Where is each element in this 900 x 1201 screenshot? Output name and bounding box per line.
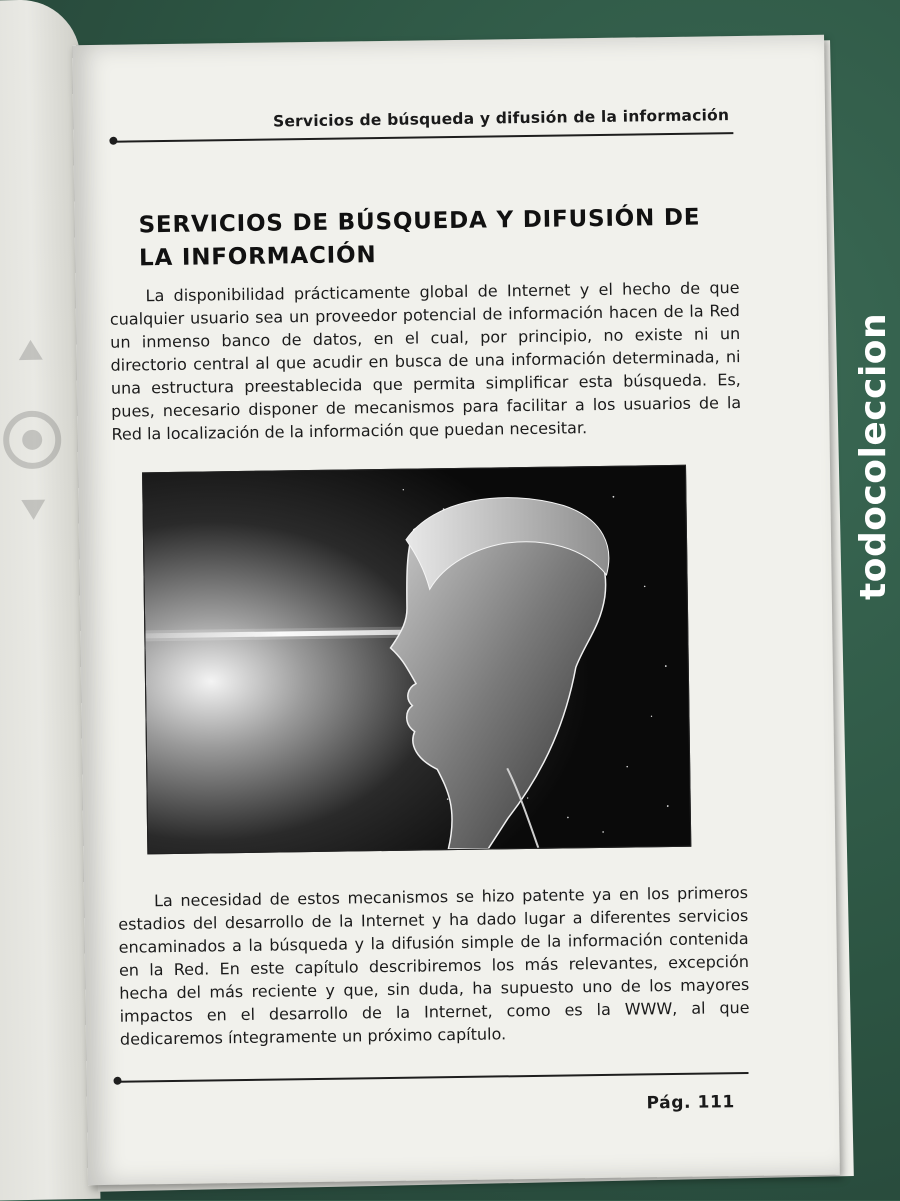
body-paragraph: La disponibilidad prácticamente global de Internet y el hecho de que cualquier usuario sea un proveedor potencial de información hacen de la Red un inmenso banco de datos, en el cual, por principio, no existe ni un directorio central al que acudir en busca de una información determinada, ni una estructura preestablecida que permita simplificar esta búsqueda. Es, pues, necesario disponer de mecanismos para facilitar a los usuarios de la Red la localización de la información que puedan necesitar.	[109, 278, 742, 444]
head-profile-illustration	[143, 466, 690, 854]
page-number: Pág. 111	[646, 1092, 736, 1114]
header-rule	[113, 132, 733, 143]
footer-rule	[119, 1072, 749, 1083]
site-watermark	[852, 300, 900, 600]
illustration-head-profile	[142, 465, 691, 855]
watermark-text: todocoleccion	[853, 312, 894, 600]
running-head: Servicios de búsqueda y difusión de la información	[272, 106, 730, 131]
body-paragraph: La necesidad de estos mecanismos se hizo patente ya en los primeros estadios del desarrollo de la Internet y ha dado lugar a diferentes servicios encaminados a la búsqueda y la difusión simple de la información contenida en la Red. En este capítulo describiremos los más relevantes, excepción hecha del más reciente y que, sin duda, ha supuesto uno de los mayores impactos en el desarrollo de la Internet, como es la WWW, al que dedicaremos íntegramente un próximo capítulo.	[118, 882, 750, 1049]
section-heading: SERVICIOS DE BÚSQUEDA Y DIFUSIÓN DE LA INFORMACIÓN	[138, 204, 701, 272]
book-page	[72, 35, 840, 1185]
ghost-illustration	[0, 329, 63, 530]
